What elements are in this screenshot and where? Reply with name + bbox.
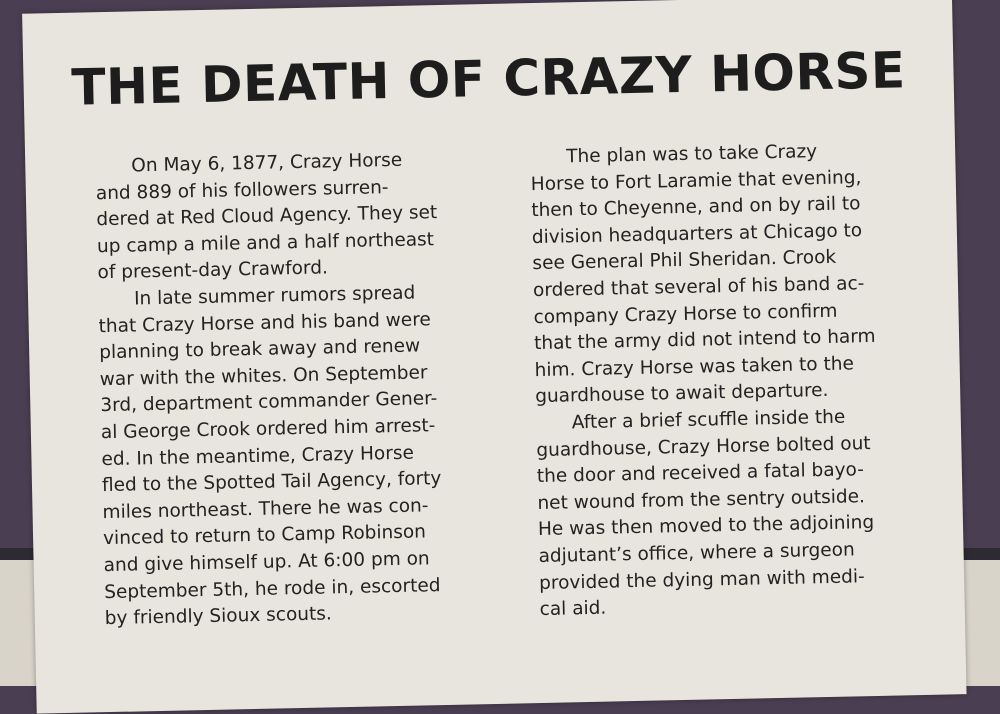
text-line: of present-day Crawford. — [97, 257, 329, 284]
left-text-column — [95, 146, 505, 633]
text-line: dered at Red Cloud Agency. They set — [96, 202, 438, 231]
text-line: ordered that several of his band ac- — [532, 273, 865, 302]
text-line: that the army did not intend to harm — [533, 326, 876, 355]
text-line: al George Crook ordered him arrest- — [100, 415, 436, 444]
text-line: provided the dying man with medi- — [538, 565, 865, 594]
text-line: fled to the Spotted Tail Agency, forty — [101, 468, 442, 497]
right-text-column — [530, 137, 940, 624]
text-line: war with the whites. On September — [99, 362, 428, 390]
text-line: vinced to return to Camp Robinson — [102, 521, 427, 550]
text-line: ed. In the meantime, Crazy Horse — [101, 442, 415, 470]
text-line: and 889 of his followers surren- — [95, 176, 389, 204]
text-line: Horse to Fort Laramie that evening, — [530, 166, 862, 195]
text-line: He was then moved to the adjoining — [537, 512, 875, 541]
text-line: cal aid. — [539, 597, 607, 621]
text-line: guardhouse, Crazy Horse bolted out — [536, 432, 871, 461]
text-line: company Crazy Horse to confirm — [533, 300, 838, 328]
text-line: that Crazy Horse and his band were — [98, 308, 431, 337]
text-line: On May 6, 1877, Crazy Horse — [131, 149, 403, 177]
text-line: miles northeast. There he was con- — [102, 495, 429, 523]
text-line: then to Cheyenne, and on by rail to — [531, 193, 861, 222]
text-line: see General Phil Sheridan. Crook — [532, 247, 837, 275]
text-line: planning to break away and renew — [99, 335, 421, 364]
text-line: After a brief scuffle inside the — [571, 406, 846, 434]
text-line: September 5th, he rode in, escorted — [104, 574, 441, 603]
museum-placard — [22, 0, 966, 714]
text-line: net wound from the sentry outside. — [537, 485, 866, 514]
placard-title: THE DEATH OF CRAZY HORSE — [70, 41, 907, 117]
text-line: and give himself up. At 6:00 pm on — [103, 548, 430, 577]
text-line: the door and received a fatal bayo- — [536, 459, 865, 488]
text-line: him. Crazy Horse was taken to the — [534, 353, 855, 381]
text-line: adjutant’s office, where a surgeon — [538, 539, 855, 567]
text-line: The plan was to take Crazy — [565, 141, 818, 168]
text-line: 3rd, department commander Gener- — [100, 388, 438, 417]
text-line: by friendly Sioux scouts. — [104, 603, 333, 630]
text-line: up camp a mile and a half northeast — [96, 228, 435, 257]
text-line: division headquarters at Chicago to — [531, 219, 863, 248]
text-line: In late summer rumors spread — [133, 282, 416, 310]
text-line: guardhouse to await departure. — [535, 380, 829, 408]
